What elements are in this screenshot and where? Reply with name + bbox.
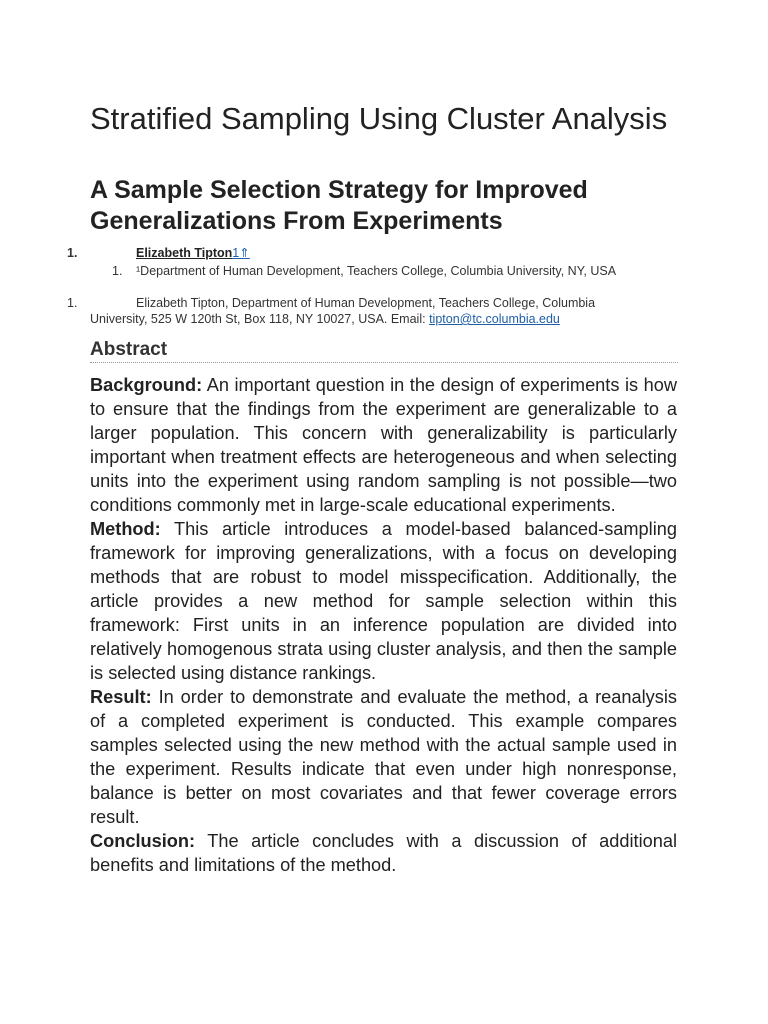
background-text: An important question in the design of experiments is how to ensure that the findings from the experiment are generalizable to a larger population. This concern with generalizability is particularly important when treatment effects are heterogeneous and when selecting units into the experiment using random sampling is not possible—two conditions commonly met in large-scale educational experiments. <box>90 375 677 515</box>
affiliation-list-number: 1. <box>112 264 123 278</box>
abstract-background <box>90 373 677 517</box>
abstract-result <box>90 685 677 829</box>
affiliation-text: ¹Department of Human Development, Teachers College, Columbia University, NY, USA <box>136 264 617 278</box>
correspondence-text <box>90 295 650 327</box>
result-text: In order to demonstrate and evaluate the method, a reanalysis of a completed experiment is conducted. This example compares samples selected using the new method with the actual sample used in the experiment. Results indicate that even under high nonresponse, balance is better on most covariates and that fewer coverage errors result. <box>90 687 677 827</box>
method-text: This article introduces a model-based balanced-sampling framework for improving generalizations, with a focus on developing methods that are robust to model misspecification. Additionally, the article provides a new method for sample selection within this framework: First units in an inference population are divided into relatively homogenous strata using cluster analysis, and then the sample is selected using distance rankings. <box>90 519 677 683</box>
correspondence-list-number: 1. <box>67 296 78 310</box>
conclusion-label: Conclusion: <box>90 831 196 851</box>
article-title: Stratified Sampling Using Cluster Analysis <box>90 101 668 136</box>
article-subtitle: A Sample Selection Strategy for Improved Generalizations From Experiments <box>90 176 588 235</box>
conclusion-text: The article concludes with a discussion of additional benefits and limitations of the method. <box>90 831 677 875</box>
result-label: Result: <box>90 687 152 707</box>
background-label: Background: <box>90 375 203 395</box>
author-affiliation-link[interactable]: 1⇑ <box>232 246 250 260</box>
abstract-conclusion <box>90 829 677 877</box>
author-list-number: 1. <box>67 246 78 260</box>
correspondence-address: Elizabeth Tipton, Department of Human Development, Teachers College, Columbia University, 525 W 120th St, Box 118, NY 10027, USA. Email: <box>90 296 596 326</box>
email-link[interactable]: tipton@tc.columbia.edu <box>429 312 560 326</box>
author-name-text[interactable]: Elizabeth Tipton <box>136 246 233 260</box>
abstract-heading: Abstract <box>90 338 678 363</box>
method-label: Method: <box>90 519 161 539</box>
author-name[interactable] <box>136 245 250 261</box>
abstract-body <box>90 373 677 877</box>
abstract-method <box>90 517 677 685</box>
